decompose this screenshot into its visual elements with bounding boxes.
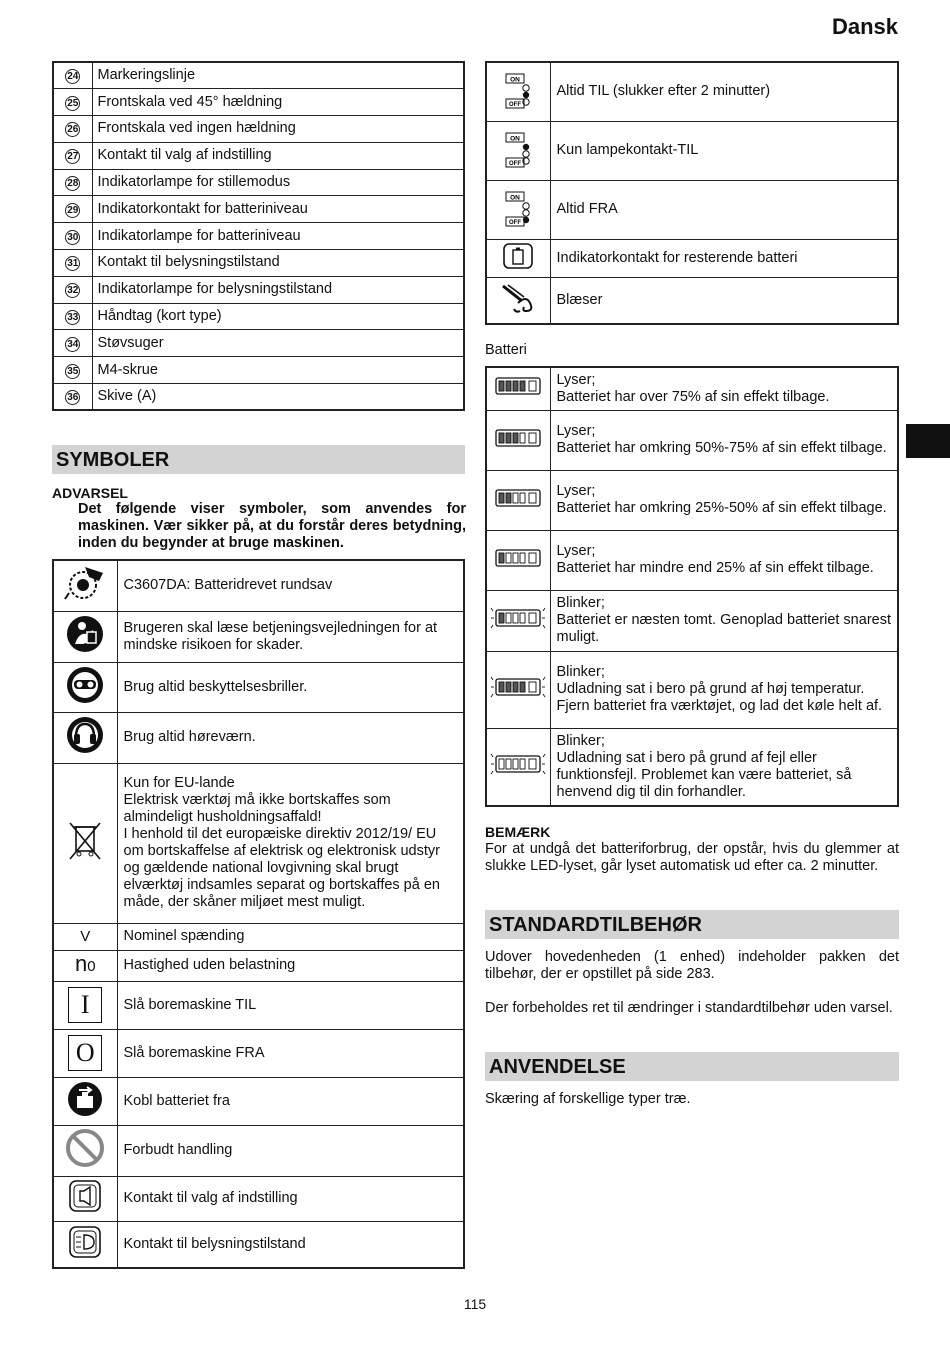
battery-led-segment bbox=[513, 553, 518, 563]
battery-led-icon bbox=[486, 367, 550, 410]
battery-led-segment bbox=[520, 493, 525, 503]
light-switch-lamp-only-icon bbox=[486, 121, 550, 180]
battery-led-segment bbox=[506, 682, 511, 692]
parts-row bbox=[53, 250, 464, 277]
part-number bbox=[53, 142, 92, 169]
symbol-text: Kontakt til valg af indstilling bbox=[117, 1176, 464, 1221]
symbol-text: Nominel spænding bbox=[117, 923, 464, 950]
parts-row bbox=[53, 303, 464, 330]
battery-led-icon bbox=[486, 470, 550, 530]
battery-indicator-table bbox=[485, 366, 899, 807]
part-number-circle: 26 bbox=[67, 124, 79, 136]
part-label: M4-skrue bbox=[92, 357, 464, 384]
battery-led-segment bbox=[513, 381, 518, 391]
symbol-text: Brug altid høreværn. bbox=[117, 712, 464, 763]
mode-row bbox=[486, 277, 898, 324]
battery-state: Blinker; bbox=[556, 732, 605, 749]
part-number-circle: 24 bbox=[67, 71, 79, 83]
battery-meaning: Batteriet er næsten tomt. Genoplad batteriet snarest muligt. bbox=[556, 612, 891, 645]
symboler-heading: SYMBOLER bbox=[52, 445, 465, 474]
read-manual-icon bbox=[53, 611, 117, 662]
warning-heading: ADVARSEL bbox=[52, 485, 128, 501]
part-label: Indikatorkontakt for batteriniveau bbox=[92, 196, 464, 223]
symbol-text: C3607DA: Batteridrevet rundsav bbox=[117, 560, 464, 611]
parts-row bbox=[53, 223, 464, 250]
battery-led-segment bbox=[513, 759, 518, 769]
battery-description bbox=[550, 651, 898, 728]
note-text: For at undgå det batteriforbrug, der opstår, hvis du glemmer at slukke LED-lyset, går lyset automatisk ud efter ca. 2 minutter. bbox=[485, 841, 899, 874]
parts-row bbox=[53, 89, 464, 116]
part-number-circle: 33 bbox=[67, 312, 79, 324]
battery-led-segment bbox=[520, 433, 525, 443]
part-number bbox=[53, 169, 92, 196]
parts-table bbox=[52, 61, 465, 411]
parts-row bbox=[53, 142, 464, 169]
battery-led-segment bbox=[499, 553, 504, 563]
part-number-circle: 36 bbox=[67, 392, 79, 404]
battery-meaning: Batteriet har omkring 25%-50% af sin effekt tilbage. bbox=[556, 500, 887, 516]
parts-row bbox=[53, 196, 464, 223]
light-switch-always-off-icon bbox=[486, 180, 550, 239]
battery-led-segment bbox=[506, 553, 511, 563]
symbols-table bbox=[52, 559, 465, 1269]
svg-text:OFF: OFF bbox=[509, 160, 522, 167]
part-number bbox=[53, 303, 92, 330]
battery-led-segment bbox=[520, 381, 525, 391]
ear-protection-icon bbox=[53, 712, 117, 763]
language-side-tab bbox=[906, 424, 950, 458]
mode-text: Indikatorkontakt for resterende batteri bbox=[550, 239, 898, 277]
battery-meaning: Udladning sat i bero på grund af høj temperatur. Fjern batteriet fra værktøjet, og lad det køle helt af. bbox=[556, 681, 883, 714]
part-number bbox=[53, 250, 92, 277]
parts-row bbox=[53, 169, 464, 196]
part-label: Frontskala ved ingen hældning bbox=[92, 116, 464, 143]
parts-row bbox=[53, 330, 464, 357]
symbol-row bbox=[53, 763, 464, 923]
battery-led-segment bbox=[520, 613, 525, 623]
battery-row bbox=[486, 590, 898, 651]
battery-row bbox=[486, 367, 898, 410]
part-number bbox=[53, 357, 92, 384]
battery-state: Lyser; bbox=[556, 483, 596, 499]
symbol-row bbox=[53, 981, 464, 1029]
battery-led-segment bbox=[506, 433, 511, 443]
part-number bbox=[53, 116, 92, 143]
battery-row bbox=[486, 410, 898, 470]
circular-saw-icon bbox=[53, 560, 117, 611]
parts-row bbox=[53, 357, 464, 384]
part-label: Frontskala ved 45° hældning bbox=[92, 89, 464, 116]
part-number-circle: 28 bbox=[67, 178, 79, 190]
battery-level-icon bbox=[486, 239, 550, 277]
symbol-text: Kun for EU-lande Elektrisk værktøj må ikke bortskaffes som almindeligt husholdningsaffald! I henhold til det europæiske direktiv 2012/19/ EU om bortskaffelse af elektrisk og elektronisk udstyr og gældende national lovgivning skal brugt elværktøj indsamles separat og bortskaffes på en måde, der skåner miljøet mest muligt. bbox=[117, 763, 464, 923]
symbol-row bbox=[53, 1125, 464, 1176]
battery-led-icon bbox=[486, 728, 550, 806]
symbol-row bbox=[53, 611, 464, 662]
battery-description bbox=[550, 470, 898, 530]
battery-description bbox=[550, 410, 898, 470]
part-number-circle: 29 bbox=[67, 204, 79, 216]
svg-text:ON: ON bbox=[510, 135, 521, 142]
mode-row bbox=[486, 121, 898, 180]
symbol-text: Slå boremaskine TIL bbox=[117, 981, 464, 1029]
symbol-text: Brugeren skal læse betjeningsvejledningen for at mindske risikoen for skader. bbox=[117, 611, 464, 662]
battery-state: Blinker; bbox=[556, 595, 605, 611]
part-number bbox=[53, 276, 92, 303]
symbol-row bbox=[53, 1176, 464, 1221]
battery-meaning: Udladning sat i bero på grund af fejl eller funktionsfejl. Problemet kan være batteriet, så henvend dig til din forhandler. bbox=[556, 749, 852, 800]
svg-text:ON: ON bbox=[510, 76, 521, 84]
disconnect-battery-icon bbox=[53, 1077, 117, 1125]
part-label: Håndtag (kort type) bbox=[92, 303, 464, 330]
part-number bbox=[53, 223, 92, 250]
switch-off-icon: O bbox=[53, 1029, 117, 1077]
part-number-circle: 30 bbox=[67, 231, 79, 243]
language-label: Dansk bbox=[831, 14, 898, 39]
battery-meaning: Batteriet har omkring 50%-75% af sin effekt tilbage. bbox=[556, 440, 887, 456]
standard-accessories-heading: STANDARDTILBEHØR bbox=[485, 910, 899, 939]
part-number-circle: 27 bbox=[67, 151, 79, 163]
symbol-row bbox=[53, 1221, 464, 1268]
application-text: Skæring af forskellige typer træ. bbox=[485, 1091, 691, 1107]
battery-led-segment bbox=[499, 613, 504, 623]
application-heading: ANVENDELSE bbox=[485, 1052, 899, 1081]
symbol-text: Hastighed uden belastning bbox=[117, 950, 464, 981]
symbol-text: Forbudt handling bbox=[117, 1125, 464, 1176]
parts-row bbox=[53, 62, 464, 89]
part-label: Indikatorlampe for belysningstilstand bbox=[92, 276, 464, 303]
switch-on-icon: I bbox=[53, 981, 117, 1029]
blower-icon bbox=[486, 277, 550, 324]
battery-row bbox=[486, 728, 898, 806]
battery-led-segment bbox=[520, 553, 525, 563]
battery-description bbox=[550, 530, 898, 590]
safety-goggles-icon bbox=[53, 662, 117, 712]
mode-row bbox=[486, 239, 898, 277]
battery-state: Lyser; bbox=[556, 543, 596, 559]
voltage-symbol: V bbox=[53, 923, 117, 950]
mode-row bbox=[486, 62, 898, 121]
battery-led-icon bbox=[486, 530, 550, 590]
part-number bbox=[53, 62, 92, 89]
part-number-circle: 31 bbox=[67, 258, 79, 270]
battery-led-segment bbox=[499, 493, 504, 503]
battery-led-segment bbox=[513, 493, 518, 503]
part-label: Indikatorlampe for batteriniveau bbox=[92, 223, 464, 250]
battery-section-label: Batteri bbox=[485, 342, 527, 358]
battery-meaning: Batteriet har over 75% af sin effekt tilbage. bbox=[556, 388, 830, 405]
battery-description bbox=[550, 728, 898, 806]
battery-led-segment bbox=[499, 759, 504, 769]
part-label: Kontakt til valg af indstilling bbox=[92, 142, 464, 169]
symbol-row bbox=[53, 1029, 464, 1077]
symbol-row bbox=[53, 1077, 464, 1125]
mode-text: Kun lampekontakt-TIL bbox=[550, 121, 898, 180]
battery-description bbox=[550, 590, 898, 651]
battery-row bbox=[486, 530, 898, 590]
part-number-circle: 25 bbox=[67, 97, 79, 109]
light-modes-table bbox=[485, 61, 899, 325]
mode-text: Altid FRA bbox=[550, 180, 898, 239]
battery-state: Lyser; bbox=[556, 423, 596, 439]
parts-row bbox=[53, 384, 464, 411]
part-number-circle: 32 bbox=[67, 285, 79, 297]
battery-meaning: Batteriet har mindre end 25% af sin effekt tilbage. bbox=[556, 560, 874, 576]
battery-led-segment bbox=[520, 682, 525, 692]
battery-led-segment bbox=[499, 381, 504, 391]
part-number bbox=[53, 89, 92, 116]
mode-select-switch-icon bbox=[53, 1176, 117, 1221]
battery-led-segment bbox=[513, 433, 518, 443]
battery-led-segment bbox=[506, 759, 511, 769]
svg-text:OFF: OFF bbox=[509, 219, 522, 226]
battery-led-segment bbox=[499, 682, 504, 692]
standard-accessories-note: Der forbeholdes ret til ændringer i standardtilbehør uden varsel. bbox=[485, 1000, 893, 1016]
prohibited-icon bbox=[53, 1125, 117, 1176]
mode-row bbox=[486, 180, 898, 239]
part-label: Markeringslinje bbox=[92, 62, 464, 89]
battery-led-icon bbox=[486, 590, 550, 651]
weee-bin-icon bbox=[53, 763, 117, 923]
battery-led-icon bbox=[486, 651, 550, 728]
battery-led-segment bbox=[513, 682, 518, 692]
part-number-circle: 34 bbox=[67, 338, 79, 350]
symbol-row bbox=[53, 560, 464, 611]
mode-text: Blæser bbox=[550, 277, 898, 324]
part-label: Støvsuger bbox=[92, 330, 464, 357]
parts-row bbox=[53, 276, 464, 303]
parts-row bbox=[53, 116, 464, 143]
page-number: 115 bbox=[463, 1296, 487, 1312]
battery-row bbox=[486, 470, 898, 530]
svg-text:OFF: OFF bbox=[509, 101, 522, 108]
battery-led-segment bbox=[513, 613, 518, 623]
symbol-row bbox=[53, 712, 464, 763]
standard-accessories-text: Udover hovedenheden (1 enhed) indeholder pakken det tilbehør, der er opstillet på side 283. bbox=[485, 949, 899, 982]
symbol-text: Kobl batteriet fra bbox=[117, 1077, 464, 1125]
symbol-text: Slå boremaskine FRA bbox=[117, 1029, 464, 1077]
part-label: Skive (A) bbox=[92, 384, 464, 411]
battery-led-segment bbox=[506, 381, 511, 391]
no-load-speed-symbol: n0 bbox=[53, 950, 117, 981]
part-number bbox=[53, 384, 92, 411]
part-label: Indikatorlampe for stillemodus bbox=[92, 169, 464, 196]
warning-text: Det følgende viser symboler, som anvendes for maskinen. Vær sikker på, at du forstår deres betydning, inden du begynder at bruge maskinen. bbox=[78, 501, 466, 551]
mode-text: Altid TIL (slukker efter 2 minutter) bbox=[550, 62, 898, 121]
battery-row bbox=[486, 651, 898, 728]
part-label: Kontakt til belysningstilstand bbox=[92, 250, 464, 277]
part-number-circle: 35 bbox=[67, 365, 79, 377]
battery-description bbox=[550, 367, 898, 410]
symbol-text: Kontakt til belysningstilstand bbox=[117, 1221, 464, 1268]
svg-text:ON: ON bbox=[510, 194, 521, 201]
part-number bbox=[53, 196, 92, 223]
note-heading: BEMÆRK bbox=[485, 824, 551, 840]
light-switch-always-on-icon bbox=[486, 62, 550, 121]
battery-led-segment bbox=[506, 613, 511, 623]
battery-led-icon bbox=[486, 410, 550, 470]
symbol-text: Brug altid beskyttelsesbriller. bbox=[117, 662, 464, 712]
battery-state: Blinker; bbox=[556, 664, 605, 680]
battery-led-segment bbox=[506, 493, 511, 503]
symbol-row bbox=[53, 923, 464, 950]
part-number bbox=[53, 330, 92, 357]
battery-led-segment bbox=[499, 433, 504, 443]
battery-state: Lyser; bbox=[556, 371, 596, 388]
symbol-row bbox=[53, 662, 464, 712]
battery-led-segment bbox=[520, 759, 525, 769]
light-mode-switch-icon bbox=[53, 1221, 117, 1268]
symbol-row bbox=[53, 950, 464, 981]
